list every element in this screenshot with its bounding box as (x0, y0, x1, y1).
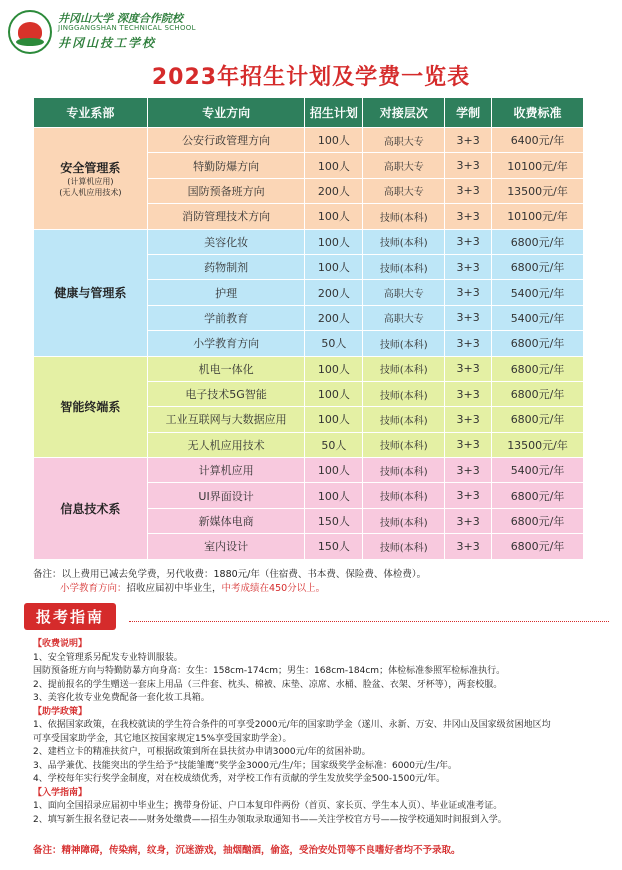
major-cell: 美容化妆 (147, 229, 305, 254)
dept-note: (无人机应用技术) (59, 187, 122, 197)
plan-cell: 150人 (305, 534, 363, 559)
header-dept: 专业系部 (34, 98, 148, 128)
duration-cell: 3+3 (445, 381, 492, 406)
guide-line: 1、面向全国招录应届初中毕业生；携带身份证、户口本复印件两份（首页、家长页、学生本人页）、毕业证或准考证。 (33, 801, 503, 811)
guide-title: 报考指南 (24, 603, 116, 630)
level-cell: 技师(本科) (363, 534, 445, 559)
level-cell: 技师(本科) (363, 458, 445, 483)
dept-name: 安全管理系 (60, 160, 121, 175)
fee-cell: 6800元/年 (492, 229, 584, 254)
fee-cell: 10100元/年 (492, 204, 584, 229)
duration-cell: 3+3 (445, 508, 492, 533)
school-name-en: JINGGANGSHAN TECHNICAL SCHOOL (58, 24, 196, 32)
header-level: 对接层次 (363, 98, 445, 128)
plan-cell: 150人 (305, 508, 363, 533)
fee-cell: 13500元/年 (492, 432, 584, 457)
major-cell: 消防管理技术方向 (147, 204, 305, 229)
guide-line: 1、依据国家政策，在我校就读的学生符合条件的可享受2000元/年的国家助学金（遂川、永新、万安、井冈山及国家级贫困地区均 (33, 720, 551, 730)
fee-cell: 10100元/年 (492, 153, 584, 178)
duration-cell: 3+3 (445, 229, 492, 254)
duration-cell: 3+3 (445, 280, 492, 305)
primary-edu-label: 小学教育方向： (60, 583, 127, 594)
level-cell: 技师(本科) (363, 356, 445, 381)
level-cell: 高职大专 (363, 280, 445, 305)
duration-cell: 3+3 (445, 407, 492, 432)
level-cell: 高职大专 (363, 128, 445, 153)
fee-cell: 6800元/年 (492, 254, 584, 279)
duration-cell: 3+3 (445, 305, 492, 330)
major-cell: 护理 (147, 280, 305, 305)
dept-note: (计算机应用) (67, 176, 114, 186)
fee-cell: 6800元/年 (492, 407, 584, 432)
page-title: 2023年招生计划及学费一览表 (151, 65, 471, 90)
plan-cell: 100人 (305, 204, 363, 229)
guide-section-heading: 【助学政策】 (33, 706, 88, 717)
guide-banner (24, 603, 116, 630)
duration-cell: 3+3 (445, 356, 492, 381)
duration-cell: 3+3 (445, 204, 492, 229)
level-cell: 技师(本科) (363, 432, 445, 457)
guide-line: 可享受国家助学金，其它地区按国家规定15%享受国家助学金）。 (33, 733, 292, 744)
major-cell: 无人机应用技术 (147, 432, 305, 457)
fee-cell: 5400元/年 (492, 458, 584, 483)
plan-cell: 100人 (305, 483, 363, 508)
plan-cell: 200人 (305, 305, 363, 330)
major-cell: 公安行政管理方向 (147, 128, 305, 153)
major-cell: 药物制剂 (147, 254, 305, 279)
fee-cell: 13500元/年 (492, 178, 584, 203)
guide-line: 2、提前报名的学生赠送一套床上用品（三件套、枕头、棉被、床垫、凉席、水桶、脸盆、衣架、牙杯等），两套校服。 (33, 679, 503, 690)
guide-line: 4、学校每年实行奖学金制度，对在校成绩优秀，对学校工作有贡献的学生发放奖学金500-1500元/年。 (33, 774, 446, 784)
guide-line: 2、建档立卡的精准扶贫户，可根据政策到所在县扶贫办申请3000元/年的贫困补助。 (33, 747, 371, 757)
major-cell: 电子技术5G智能 (147, 381, 305, 406)
dept-cell (34, 356, 148, 458)
plan-cell: 100人 (305, 254, 363, 279)
header-plan: 招生计划 (305, 98, 363, 128)
guide-line: 1、安全管理系另配发专业特训服装。 (33, 652, 183, 663)
plan-cell: 100人 (305, 458, 363, 483)
table-row (34, 229, 584, 254)
school-name-cn: 井冈山大学 深度合作院校 (58, 12, 183, 25)
guide-section-heading: 【收费说明】 (33, 639, 88, 649)
fee-cell: 6800元/年 (492, 381, 584, 406)
final-note: 备注：精神障碍，传染病，纹身，沉迷游戏，抽烟酗酒，偷盗，受治安处罚等不良嗜好者均不予录取。 (33, 845, 461, 856)
fee-cell: 6400元/年 (492, 128, 584, 153)
level-cell: 技师(本科) (363, 204, 445, 229)
fee-cell: 6800元/年 (492, 534, 584, 559)
major-cell: 国防预备班方向 (147, 178, 305, 203)
fee-cell: 5400元/年 (492, 305, 584, 330)
header-major: 专业方向 (147, 98, 305, 128)
duration-cell: 3+3 (445, 178, 492, 203)
fee-cell: 6800元/年 (492, 331, 584, 356)
fee-cell: 5400元/年 (492, 280, 584, 305)
fee-cell: 6800元/年 (492, 483, 584, 508)
duration-cell: 3+3 (445, 483, 492, 508)
plan-cell: 200人 (305, 178, 363, 203)
plan-cell: 100人 (305, 407, 363, 432)
dept-name: 智能终端系 (60, 400, 121, 415)
level-cell: 技师(本科) (363, 407, 445, 432)
level-cell: 技师(本科) (363, 229, 445, 254)
table-header-row (34, 98, 584, 128)
duration-cell: 3+3 (445, 128, 492, 153)
primary-edu-note (60, 580, 325, 594)
duration-cell: 3+3 (445, 153, 492, 178)
major-cell: 机电一体化 (147, 356, 305, 381)
major-cell: 工业互联网与大数据应用 (147, 407, 305, 432)
level-cell: 高职大专 (363, 153, 445, 178)
guide-line: 国防预备班方向与特勤防暴方向身高：女生：158cm-174cm；男生：168cm-184cm；体检标准参照军检标准执行。 (33, 666, 506, 676)
plan-cell: 50人 (305, 331, 363, 356)
major-cell: 新媒体电商 (147, 508, 305, 533)
guide-line: 3、美容化妆专业免费配备一套化妆工具箱。 (33, 693, 210, 703)
plan-cell: 100人 (305, 153, 363, 178)
major-cell: 学前教育 (147, 305, 305, 330)
fee-cell: 6800元/年 (492, 508, 584, 533)
guide-section-heading: 【入学指南】 (33, 787, 88, 798)
plan-cell: 100人 (305, 128, 363, 153)
level-cell: 技师(本科) (363, 254, 445, 279)
plan-cell: 100人 (305, 381, 363, 406)
level-cell: 技师(本科) (363, 331, 445, 356)
school-logo-icon (8, 10, 52, 54)
guide-divider (129, 621, 609, 622)
duration-cell: 3+3 (445, 534, 492, 559)
guide-line: 2、填写新生报名登记表——财务处缴费——招生办领取录取通知书——关注学校官方号——按学校通知时间报到入学。 (33, 814, 507, 825)
level-cell: 高职大专 (363, 178, 445, 203)
level-cell: 技师(本科) (363, 381, 445, 406)
duration-cell: 3+3 (445, 432, 492, 457)
plan-cell: 200人 (305, 280, 363, 305)
primary-edu-text: 招收应届初中毕业生， (126, 583, 222, 594)
school-name-sub: 井冈山技工学校 (58, 36, 157, 50)
school-header (8, 8, 308, 56)
guide-line: 3、品学兼优、技能突出的学生给予“技能雏鹰”奖学金3000元/生/年；国家级奖学金标准：6000元/生/年。 (33, 760, 457, 771)
duration-cell: 3+3 (445, 331, 492, 356)
level-cell: 技师(本科) (363, 483, 445, 508)
primary-edu-score: 中考成绩在450分以上。 (221, 583, 326, 594)
dept-cell (34, 458, 148, 560)
duration-cell: 3+3 (445, 458, 492, 483)
dept-cell (34, 128, 148, 230)
dept-name: 信息技术系 (60, 501, 121, 516)
fee-cell: 6800元/年 (492, 356, 584, 381)
fee-table (33, 97, 584, 560)
table-row (34, 128, 584, 153)
plan-cell: 50人 (305, 432, 363, 457)
fee-note: 备注：以上费用已减去免学费，另代收费：1880元/年（住宿费、书本费、保险费、体检费）。 (33, 569, 427, 580)
header-duration: 学制 (445, 98, 492, 128)
major-cell: 小学教育方向 (147, 331, 305, 356)
major-cell: UI界面设计 (147, 483, 305, 508)
table-row (34, 356, 584, 381)
header-fee: 收费标准 (492, 98, 584, 128)
dept-name: 健康与管理系 (54, 286, 127, 301)
plan-cell: 100人 (305, 356, 363, 381)
duration-cell: 3+3 (445, 254, 492, 279)
major-cell: 计算机应用 (147, 458, 305, 483)
level-cell: 高职大专 (363, 305, 445, 330)
level-cell: 技师(本科) (363, 508, 445, 533)
table-row (34, 458, 584, 483)
plan-cell: 100人 (305, 229, 363, 254)
dept-cell (34, 229, 148, 356)
major-cell: 室内设计 (147, 534, 305, 559)
major-cell: 特勤防爆方向 (147, 153, 305, 178)
